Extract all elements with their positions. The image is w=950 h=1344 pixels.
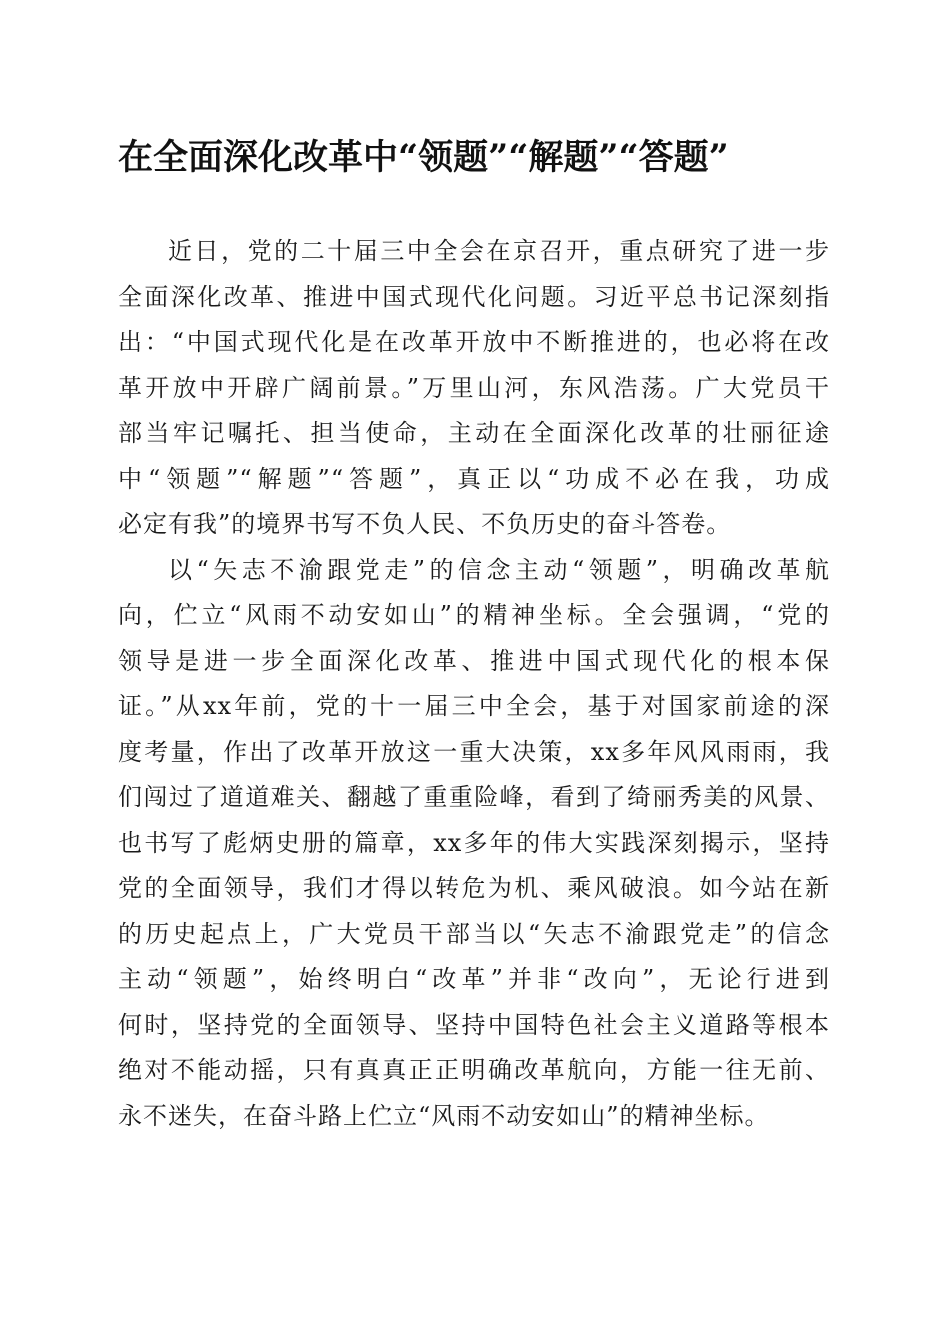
article-body — [118, 229, 830, 1139]
paragraph-line: 主动“领题”，始终明白“改革”并非“改向”，无论行进到 — [118, 965, 830, 993]
paragraph-line: 全面深化改革、推进中国式现代化问题。习近平总书记深刻指 — [118, 282, 830, 311]
paragraph-1 — [118, 229, 830, 548]
paragraph-line: 的历史起点上，广大党员干部当以“矢志不渝跟党走”的信念 — [118, 919, 830, 948]
paragraph-line: 近日，党的二十届三中全会在京召开，重点研究了进一步 — [168, 237, 830, 265]
paragraph-line: 何时，坚持党的全面领导、坚持中国特色社会主义道路等根本 — [118, 1010, 830, 1039]
paragraph-2 — [118, 548, 830, 1140]
paragraph-line: 中“领题”“解题”“答题”，真正以“功成不必在我，功成 — [118, 464, 830, 493]
paragraph-line: 永不迷失，在奋斗路上伫立“风雨不动安如山”的精神坐标。 — [118, 1101, 770, 1130]
paragraph-line: 证。”从xx年前，党的十一届三中全会，基于对国家前途的深 — [118, 692, 830, 720]
paragraph-line: 也书写了彪炳史册的篇章，xx多年的伟大实践深刻揭示，坚持 — [118, 828, 830, 857]
paragraph-line: 们闯过了道道难关、翻越了重重险峰，看到了绮丽秀美的风景、 — [118, 783, 830, 811]
paragraph-line: 绝对不能动摇，只有真真正正明确改革航向，方能一往无前、 — [118, 1056, 830, 1084]
article-title: 在全面深化改革中“领题”“解题”“答题” — [118, 137, 729, 178]
paragraph-line: 向，伫立“风雨不动安如山”的精神坐标。全会强调，“党的 — [118, 601, 830, 629]
paragraph-line: 必定有我”的境界书写不负人民、不负历史的奋斗答卷。 — [118, 510, 732, 538]
paragraph-line: 以“矢志不渝跟党走”的信念主动“领题”，明确改革航 — [168, 555, 830, 584]
paragraph-line: 部当牢记嘱托、担当使命，主动在全面深化改革的壮丽征途 — [118, 419, 830, 447]
paragraph-line: 出：“中国式现代化是在改革开放中不断推进的，也必将在改 — [118, 328, 830, 356]
paragraph-line: 革开放中开辟广阔前景。”万里山河，东风浩荡。广大党员干 — [118, 373, 830, 402]
paragraph-line: 领导是进一步全面深化改革、推进中国式现代化的根本保 — [118, 646, 830, 675]
paragraph-line: 度考量，作出了改革开放这一重大决策，xx多年风风雨雨，我 — [118, 737, 830, 766]
paragraph-line: 党的全面领导，我们才得以转危为机、乘风破浪。如今站在新 — [118, 874, 830, 902]
